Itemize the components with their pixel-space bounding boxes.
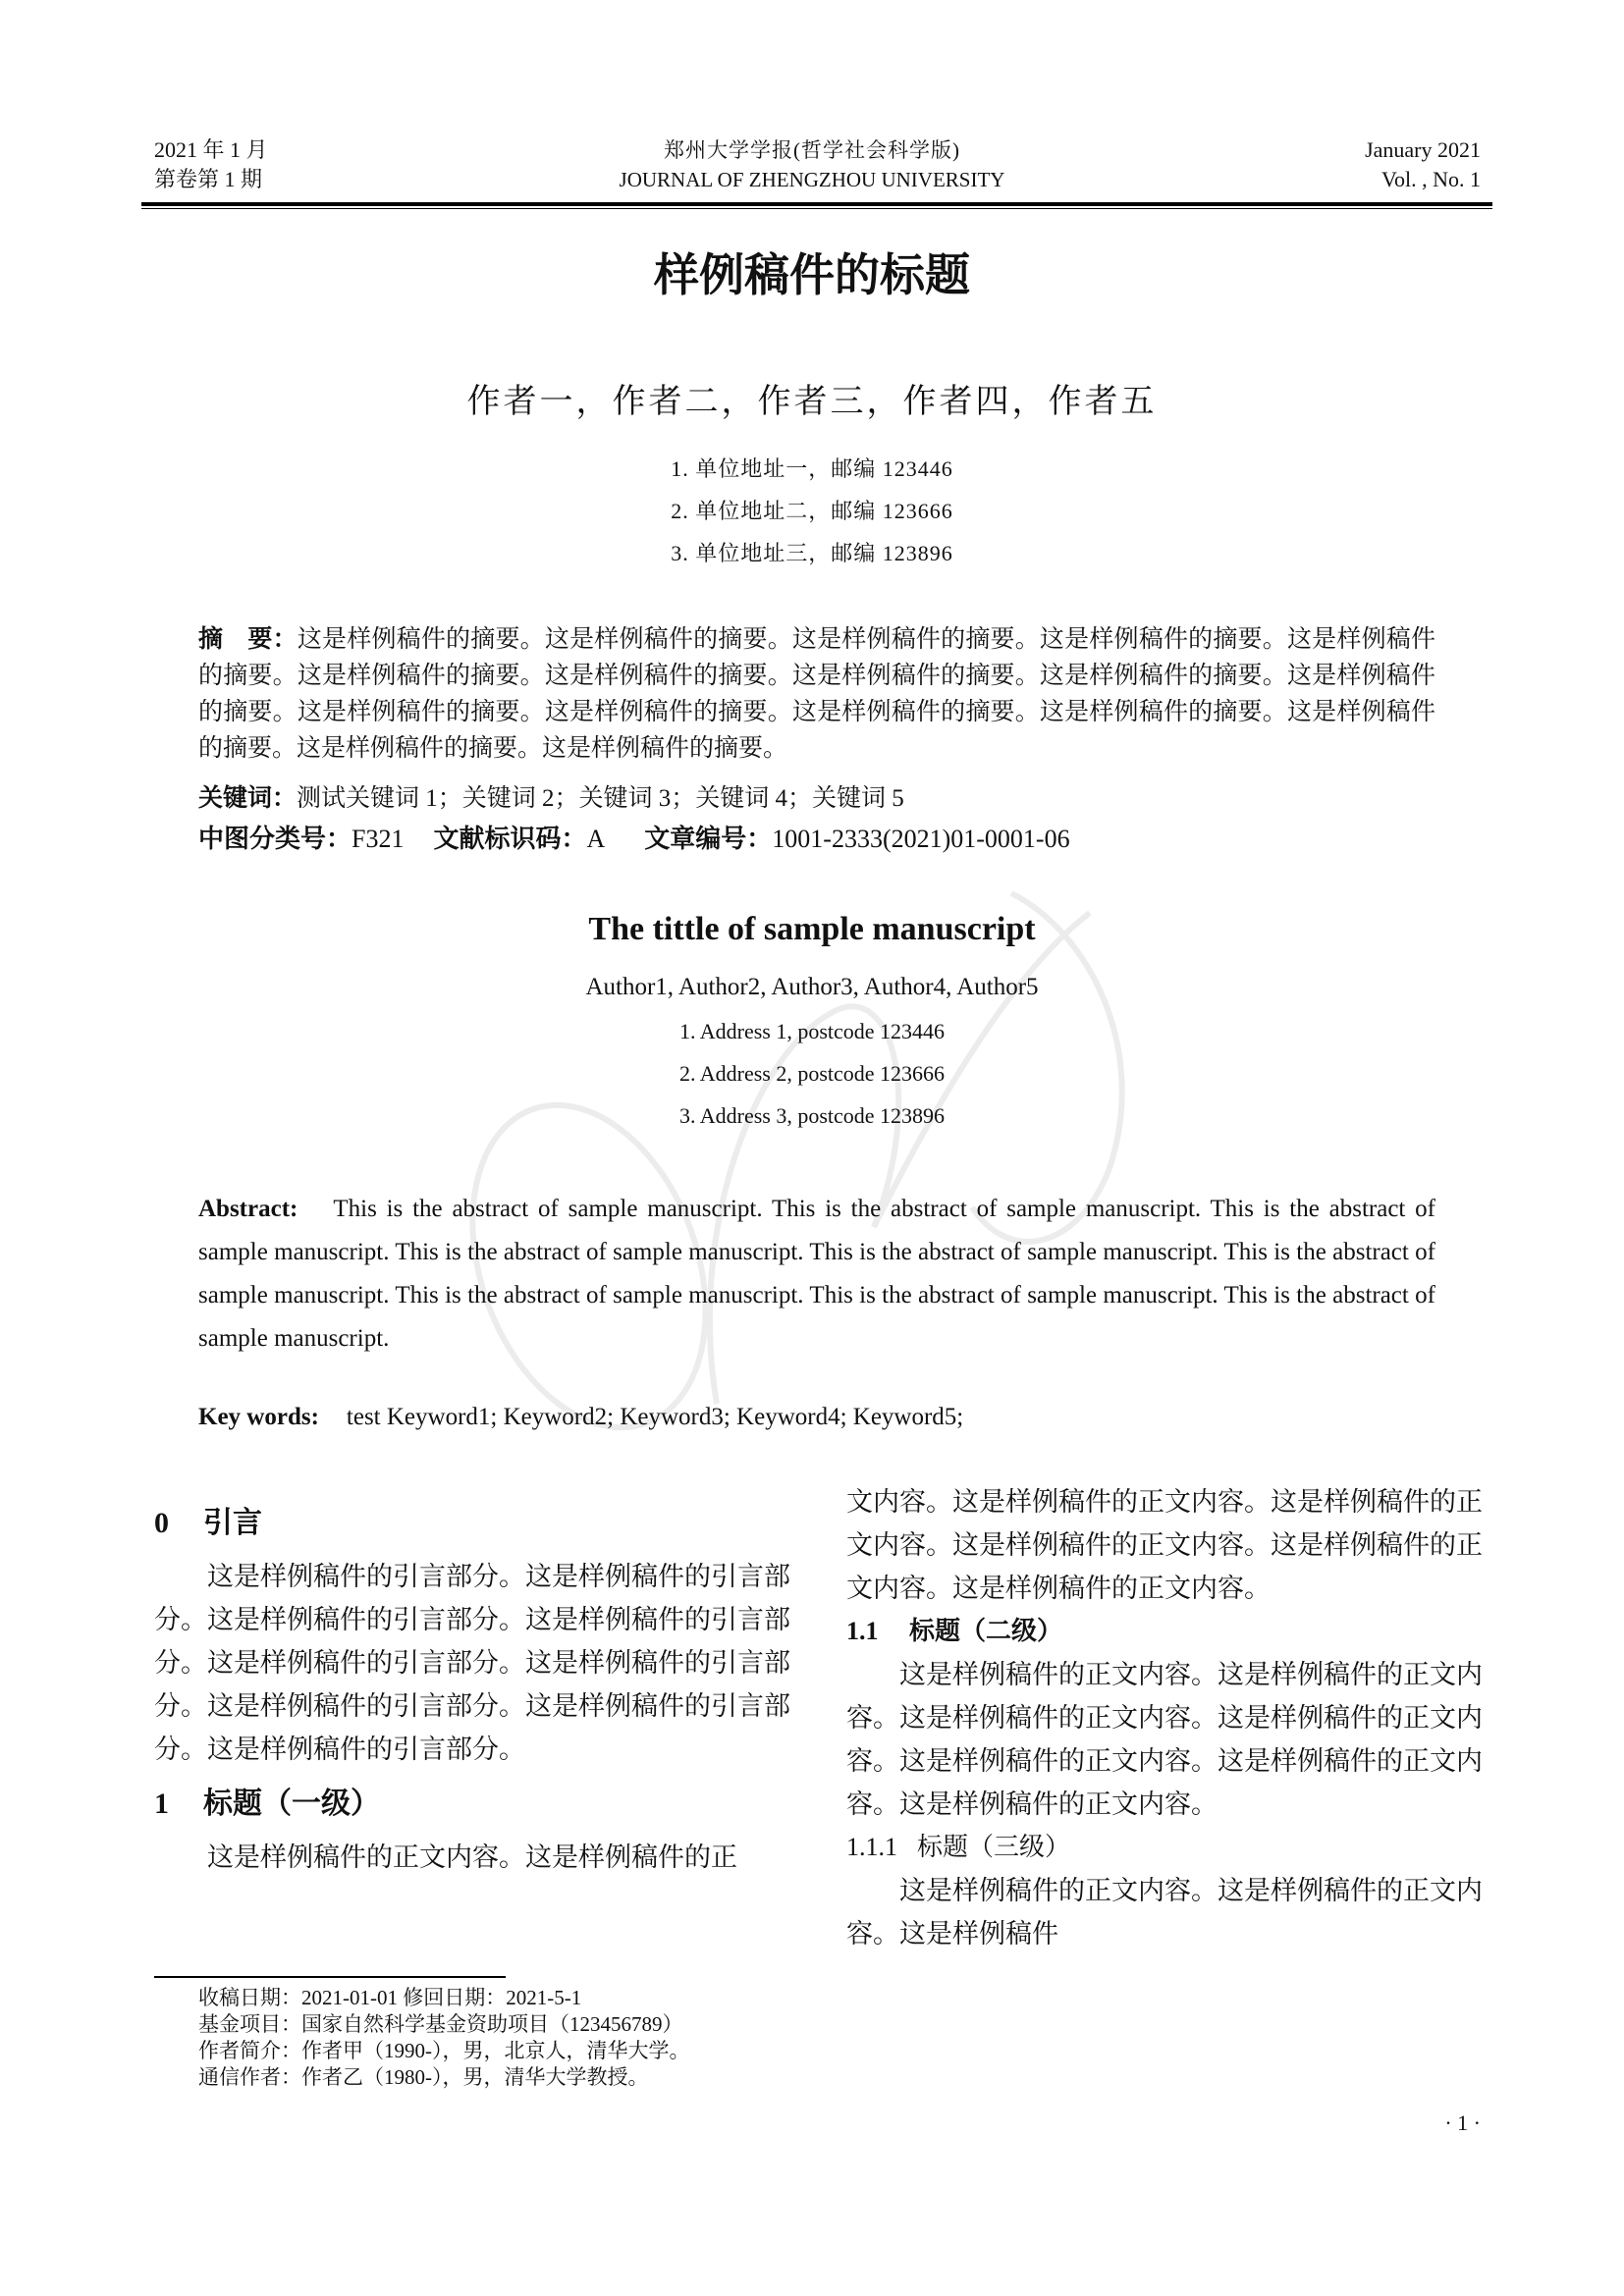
journal-name-cn: 郑州大学学报(哲学社会科学版) — [664, 138, 960, 162]
section-number: 1.1 — [846, 1617, 879, 1645]
page-title-en: The tittle of sample manuscript — [588, 911, 1036, 947]
page-number: · 1 · — [1444, 2110, 1481, 2135]
footnote-rule — [154, 1976, 506, 1978]
body-column-left — [154, 1502, 790, 1879]
keywords-cn — [198, 779, 1435, 817]
authors-en: Author1, Author2, Author3, Author4, Author5 — [585, 974, 1039, 1000]
journal-name-en: JOURNAL OF ZHENGZHOU UNIVERSITY — [619, 168, 1005, 191]
section-number: 1 — [154, 1788, 169, 1820]
doc-code-value: A — [586, 825, 606, 853]
keywords-cn-label: 关键词： — [198, 783, 298, 812]
keywords-en-label: Key words: — [198, 1404, 319, 1430]
section-heading-1-1-1 — [846, 1826, 1483, 1869]
body-column-right — [846, 1480, 1483, 1955]
affiliation-cn: 2. 单位地址二，邮编 123666 — [671, 499, 953, 523]
footnote-funding: 基金项目：国家自然科学基金资助项目（123456789） — [198, 2012, 683, 2036]
footnote-received: 收稿日期：2021-01-01 修回日期：2021-5-1 — [198, 1986, 582, 2009]
footnote-author-bio: 作者简介：作者甲（1990-），男，北京人，清华大学。 — [198, 2039, 690, 2062]
header-issue-en: Vol. , No. 1 — [1380, 167, 1481, 191]
keywords-en — [198, 1398, 1435, 1437]
body-paragraph: 这是样例稿件的正文内容。这是样例稿件的正 — [207, 1842, 737, 1872]
section-number: 1.1.1 — [846, 1833, 897, 1861]
article-no-value: 1001-2333(2021)01-0001-06 — [772, 825, 1070, 853]
affiliation-cn: 1. 单位地址一，邮编 123446 — [671, 456, 953, 481]
header-issue-cn: 第卷第 1 期 — [154, 167, 263, 191]
body-paragraph: 这是样例稿件的正文内容。这是样例稿件的正文内容。这是样例稿件的正文内容。这是样例稿件的正文内容。这是样例稿件的正文内容。这是样例稿件的正文内容。这是样例稿件的正文内容。 — [846, 1660, 1483, 1819]
abstract-en — [198, 1188, 1435, 1361]
section-heading-1 — [154, 1783, 790, 1826]
affiliation-cn: 3. 单位地址三，邮编 123896 — [671, 541, 953, 565]
header-rule-thin — [141, 208, 1492, 209]
header-date-cn: 2021 年 1 月 — [154, 137, 268, 162]
abstract-en-text: This is the abstract of sample manuscript. This is the abstract of sample manuscript. This is the abstract of sample manuscript. This is the abstract of sample manuscript. This is the abstract of sample manuscript. This is the abstract of sample manuscript. This is the abstract of sample manuscript. This is the abstract of sample manuscript. This is the abstract of sample manuscript. — [198, 1196, 1435, 1352]
header-rule-thick — [141, 202, 1492, 206]
section-title: 标题（一级） — [203, 1787, 380, 1821]
section-heading-0 — [154, 1502, 790, 1545]
classification-line — [198, 821, 1435, 858]
affiliation-en: 3. Address 3, postcode 123896 — [678, 1103, 946, 1128]
body-paragraph: 文内容。这是样例稿件的正文内容。这是样例稿件的正文内容。这是样例稿件的正文内容。这是样例稿件的正文内容。这是样例稿件的正文内容。 — [846, 1487, 1483, 1603]
section-title: 标题（二级） — [909, 1617, 1063, 1646]
affiliation-en: 2. Address 2, postcode 123666 — [678, 1061, 946, 1086]
keywords-en-text: test Keyword1; Keyword2; Keyword3; Keyword4; Keyword5; — [346, 1404, 964, 1430]
body-paragraph: 这是样例稿件的正文内容。这是样例稿件的正文内容。这是样例稿件 — [846, 1876, 1483, 1949]
section-number: 0 — [154, 1507, 169, 1539]
page-title-cn: 样例稿件的标题 — [654, 248, 970, 301]
footnote-corresponding: 通信作者：作者乙（1980-），男，清华大学教授。 — [198, 2065, 649, 2089]
authors-cn: 作者一，作者二，作者三，作者四，作者五 — [466, 384, 1158, 420]
clc-value: F321 — [352, 825, 405, 853]
affiliation-en: 1. Address 1, postcode 123446 — [678, 1019, 946, 1043]
doc-code-label: 文献标识码： — [433, 825, 587, 854]
abstract-en-label: Abstract: — [198, 1196, 298, 1222]
abstract-cn — [198, 620, 1435, 767]
section-title: 标题（三级） — [917, 1833, 1071, 1861]
section-heading-1-1 — [846, 1610, 1483, 1653]
clc-label: 中图分类号： — [198, 825, 352, 854]
keywords-cn-text: 测试关键词 1；关键词 2；关键词 3；关键词 4；关键词 5 — [297, 785, 904, 812]
section-title: 引言 — [203, 1506, 262, 1540]
abstract-cn-label: 摘 要： — [198, 624, 298, 653]
header-right — [1365, 135, 1481, 194]
header-date-en: January 2021 — [1365, 137, 1481, 162]
abstract-cn-text: 这是样例稿件的摘要。这是样例稿件的摘要。这是样例稿件的摘要。这是样例稿件的摘要。这是样例稿件的摘要。这是样例稿件的摘要。这是样例稿件的摘要。这是样例稿件的摘要。这是样例稿件的摘要。这是样例稿件的摘要。这是样例稿件的摘要。这是样例稿件的摘要。这是样例稿件的摘要。这是样例稿件的摘要。这是样例稿件的摘要。这是样例稿件的摘要。这是样例稿件的摘要。 — [198, 626, 1435, 762]
intro-paragraph: 这是样例稿件的引言部分。这是样例稿件的引言部分。这是样例稿件的引言部分。这是样例稿件的引言部分。这是样例稿件的引言部分。这是样例稿件的引言部分。这是样例稿件的引言部分。这是样例稿件的引言部分。这是样例稿件的引言部分。 — [154, 1562, 790, 1764]
footnotes — [198, 1985, 690, 2091]
article-no-label: 文章编号： — [644, 825, 773, 854]
